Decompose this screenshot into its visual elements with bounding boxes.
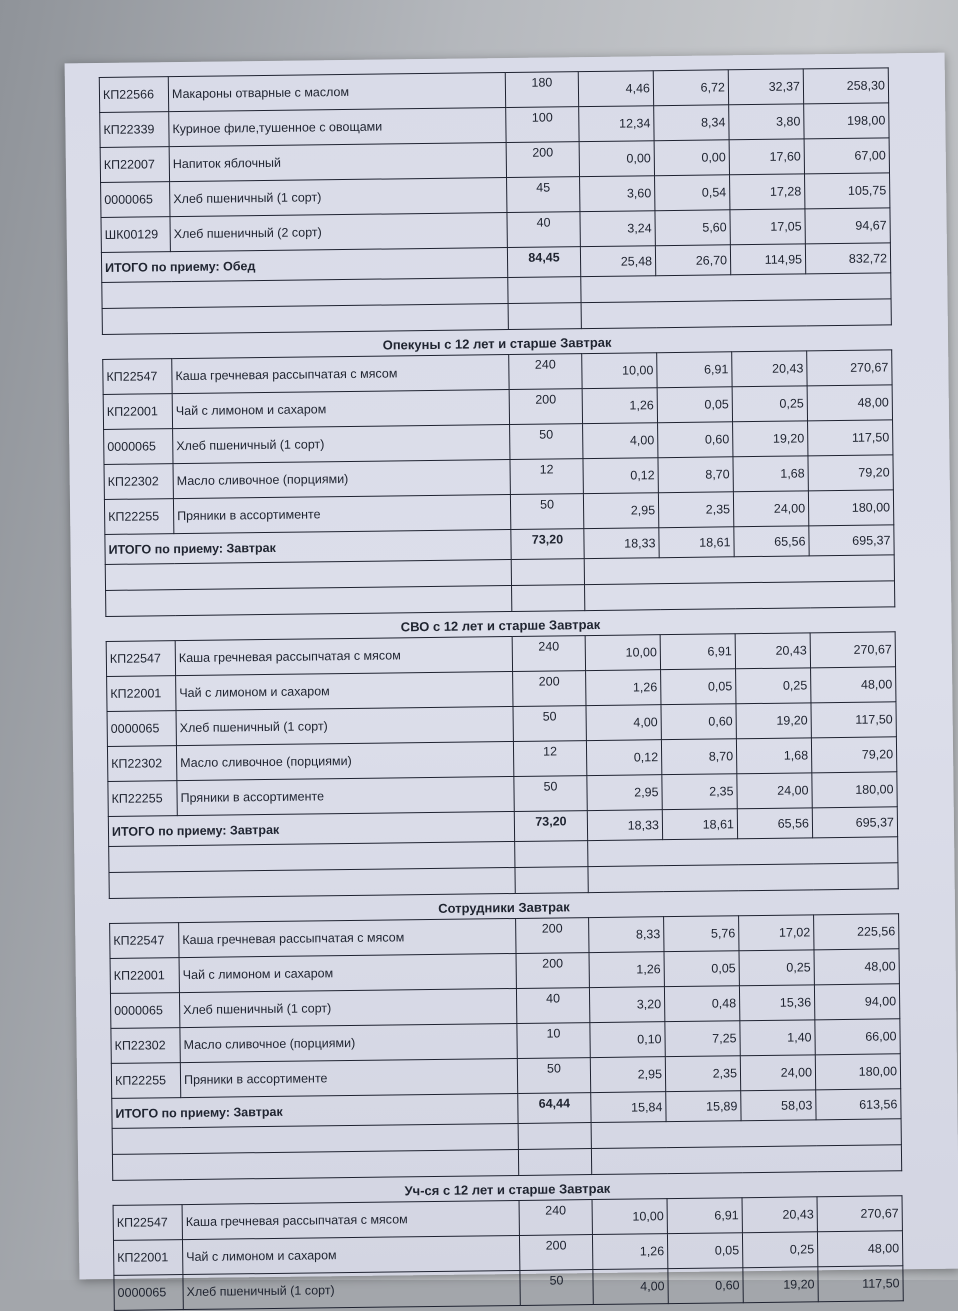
dish-name: Чай с лимоном и сахаром	[176, 671, 513, 710]
dish-name: Хлеб пшеничный (1 сорт)	[183, 1270, 520, 1309]
dish-weight: 200	[519, 1235, 592, 1271]
dish-code: КП22302	[104, 464, 173, 500]
dish-fat: 6,91	[660, 634, 735, 670]
total-weight: 73,20	[514, 811, 587, 842]
dish-weight: 100	[506, 107, 579, 143]
dish-code: КП22001	[103, 394, 172, 430]
dish-weight: 200	[513, 671, 586, 707]
total-fat: 26,70	[655, 245, 730, 276]
section-title: СВО с 12 лет и старше Завтрак	[400, 616, 601, 635]
dish-name: Чай с лимоном и сахаром	[179, 953, 516, 992]
dish-carbs: 20,43	[735, 633, 810, 669]
dish-name: Масло сливочное (порциями)	[176, 741, 513, 780]
dish-code: 0000065	[110, 993, 179, 1029]
dish-carbs: 0,25	[739, 950, 814, 986]
dish-carbs: 24,00	[737, 773, 812, 809]
dish-fat: 8,70	[661, 739, 736, 775]
dish-code: КП22547	[103, 359, 172, 395]
dish-carbs: 15,36	[739, 985, 814, 1021]
dish-protein: 2,95	[587, 775, 662, 811]
menu-table	[113, 1195, 904, 1311]
total-kcal: 832,72	[805, 243, 890, 274]
blank-cell	[584, 555, 894, 585]
total-label: ИТОГО по приему: Завтрак	[105, 530, 511, 565]
dish-fat: 0,60	[658, 422, 733, 458]
dish-name: Каша гречневая рассыпчатая с мясом	[182, 1200, 519, 1239]
menu-table	[109, 913, 902, 1181]
section-title: Уч-ся с 12 лет и старше Завтрак	[404, 1180, 611, 1199]
dish-protein: 4,00	[583, 423, 658, 459]
dish-carbs: 20,43	[732, 351, 807, 387]
dish-carbs: 24,00	[740, 1055, 815, 1091]
total-carbs: 65,56	[734, 526, 809, 557]
dish-fat: 6,72	[653, 70, 728, 106]
dish-kcal: 79,20	[811, 737, 896, 773]
dish-weight: 180	[505, 72, 578, 108]
dish-protein: 4,00	[593, 1269, 668, 1305]
dish-fat: 7,25	[665, 1021, 740, 1057]
total-weight: 64,44	[518, 1093, 591, 1124]
total-weight: 73,20	[511, 529, 584, 560]
dish-weight: 50	[510, 494, 583, 530]
total-carbs: 58,03	[741, 1090, 816, 1121]
dish-name: Хлеб пшеничный (1 сорт)	[170, 178, 507, 217]
dish-kcal: 117,50	[808, 420, 893, 456]
dish-name: Чай с лимоном и сахаром	[182, 1235, 519, 1274]
dish-protein: 2,95	[583, 493, 658, 529]
dish-fat: 0,05	[661, 669, 736, 705]
dish-fat: 2,35	[662, 774, 737, 810]
dish-weight: 12	[513, 741, 586, 777]
dish-protein: 12,34	[579, 106, 654, 142]
dish-name: Каша гречневая рассыпчатая с мясом	[175, 636, 512, 675]
dish-kcal: 48,00	[817, 1231, 902, 1267]
dish-fat: 6,91	[657, 352, 732, 388]
dish-weight: 50	[520, 1270, 593, 1306]
blank-cell	[515, 841, 588, 868]
blank-cell	[518, 1149, 591, 1176]
dish-weight: 200	[509, 389, 582, 425]
dish-weight: 240	[519, 1200, 592, 1236]
dish-kcal: 198,00	[804, 103, 889, 139]
dish-kcal: 180,00	[815, 1054, 900, 1090]
dish-carbs: 0,25	[732, 386, 807, 422]
menu-content	[99, 67, 904, 1311]
dish-kcal: 48,00	[807, 385, 892, 421]
dish-fat: 5,60	[655, 210, 730, 246]
dish-weight: 10	[517, 1023, 590, 1059]
dish-protein: 10,00	[592, 1199, 667, 1235]
dish-code: 0000065	[104, 429, 173, 465]
dish-code: КП22547	[110, 923, 179, 959]
dish-name: Хлеб пшеничный (1 сорт)	[176, 706, 513, 745]
total-carbs: 65,56	[737, 808, 812, 839]
dish-code: ШК00129	[101, 217, 170, 253]
dish-kcal: 66,00	[815, 1019, 900, 1055]
dish-code: КП22547	[106, 641, 175, 677]
dish-name: Куриное филе,тушенное с овощами	[169, 108, 506, 147]
total-protein: 18,33	[584, 528, 659, 559]
dish-name: Хлеб пшеничный (2 сорт)	[170, 213, 507, 252]
dish-weight: 50	[513, 706, 586, 742]
total-protein: 18,33	[587, 810, 662, 841]
dish-fat: 0,05	[667, 1233, 742, 1269]
dish-protein: 3,24	[580, 211, 655, 247]
dish-kcal: 79,20	[808, 455, 893, 491]
dish-code: КП22547	[113, 1205, 182, 1241]
dish-protein: 4,46	[578, 71, 653, 107]
dish-fat: 2,35	[665, 1056, 740, 1092]
menu-table	[106, 631, 899, 899]
menu-sheet	[65, 53, 958, 1300]
dish-fat: 0,05	[664, 951, 739, 987]
dish-weight: 240	[509, 354, 582, 390]
dish-fat: 2,35	[658, 492, 733, 528]
dish-name: Пряники в ассортименте	[177, 776, 514, 815]
total-label: ИТОГО по приему: Обед	[101, 248, 507, 283]
total-carbs: 114,95	[730, 244, 805, 275]
dish-code: КП22566	[99, 77, 168, 113]
dish-fat: 8,70	[658, 457, 733, 493]
dish-fat: 8,34	[654, 105, 729, 141]
dish-protein: 3,60	[580, 176, 655, 212]
blank-cell	[581, 299, 891, 329]
total-protein: 15,84	[591, 1092, 666, 1123]
blank-cell	[512, 585, 585, 612]
dish-carbs: 24,00	[733, 491, 808, 527]
dish-code: 0000065	[101, 182, 170, 218]
menu-table	[102, 349, 895, 617]
dish-name: Масло сливочное (порциями)	[173, 460, 510, 499]
blank-cell	[591, 1145, 901, 1175]
dish-code: 0000065	[114, 1275, 183, 1311]
dish-carbs: 0,25	[736, 668, 811, 704]
dish-code: КП22255	[104, 499, 173, 535]
blank-cell	[588, 837, 898, 867]
dish-fat: 6,91	[667, 1198, 742, 1234]
dish-protein: 0,00	[579, 141, 654, 177]
dish-protein: 2,95	[590, 1057, 665, 1093]
total-label: ИТОГО по приему: Завтрак	[112, 1093, 518, 1128]
dish-carbs: 0,25	[742, 1232, 817, 1268]
dish-carbs: 19,20	[736, 703, 811, 739]
dish-weight: 40	[507, 212, 580, 248]
dish-protein: 1,26	[592, 1234, 667, 1270]
dish-carbs: 1,68	[736, 738, 811, 774]
dish-fat: 0,05	[657, 387, 732, 423]
dish-weight: 50	[517, 1058, 590, 1094]
dish-kcal: 117,50	[811, 702, 896, 738]
dish-carbs: 1,40	[740, 1020, 815, 1056]
blank-cell	[518, 1123, 591, 1150]
dish-name: Каша гречневая рассыпчатая с мясом	[179, 918, 516, 957]
dish-kcal: 117,50	[818, 1266, 903, 1302]
dish-carbs: 17,28	[730, 174, 805, 210]
dish-code: КП22339	[100, 112, 169, 148]
dish-protein: 1,26	[589, 952, 664, 988]
dish-carbs: 19,20	[733, 421, 808, 457]
total-kcal: 613,56	[816, 1089, 901, 1120]
dish-code: КП22302	[107, 746, 176, 782]
dish-fat: 0,60	[661, 704, 736, 740]
dish-carbs: 20,43	[742, 1197, 817, 1233]
total-protein: 25,48	[580, 246, 655, 277]
dish-code: КП22007	[100, 147, 169, 183]
dish-weight: 200	[506, 142, 579, 178]
dish-fat: 0,00	[654, 140, 729, 176]
dish-kcal: 105,75	[805, 173, 890, 209]
dish-kcal: 48,00	[814, 949, 899, 985]
dish-weight: 50	[514, 776, 587, 812]
dish-code: КП22255	[108, 781, 177, 817]
dish-weight: 240	[512, 636, 585, 672]
dish-weight: 200	[516, 953, 589, 989]
blank-cell	[581, 273, 891, 303]
dish-name: Пряники в ассортименте	[173, 495, 510, 534]
dish-code: КП22302	[111, 1028, 180, 1064]
section-title: Опекуны с 12 лет и старше Завтрак	[382, 334, 612, 353]
blank-cell	[591, 1119, 901, 1149]
dish-kcal: 258,30	[803, 68, 888, 104]
total-fat: 18,61	[659, 527, 734, 558]
dish-protein: 0,12	[583, 458, 658, 494]
dish-kcal: 180,00	[812, 772, 897, 808]
total-kcal: 695,37	[809, 525, 894, 556]
dish-protein: 3,20	[589, 987, 664, 1023]
dish-carbs: 1,68	[733, 456, 808, 492]
dish-weight: 45	[507, 177, 580, 213]
dish-carbs: 17,05	[730, 209, 805, 245]
dish-code: 0000065	[107, 711, 176, 747]
dish-kcal: 270,67	[817, 1196, 902, 1232]
dish-protein: 0,12	[586, 740, 661, 776]
total-fat: 18,61	[662, 809, 737, 840]
dish-kcal: 94,00	[814, 984, 899, 1020]
dish-carbs: 17,60	[729, 139, 804, 175]
dish-carbs: 19,20	[743, 1267, 818, 1303]
dish-weight: 12	[510, 459, 583, 495]
dish-name: Каша гречневая рассыпчатая с мясом	[172, 355, 509, 394]
dish-name: Хлеб пшеничный (1 сорт)	[173, 425, 510, 464]
dish-fat: 0,60	[668, 1268, 743, 1304]
dish-name: Макароны отварные с маслом	[168, 73, 505, 112]
total-label: ИТОГО по приему: Завтрак	[108, 811, 514, 846]
dish-kcal: 270,67	[807, 350, 892, 386]
dish-carbs: 32,37	[728, 69, 803, 105]
dish-weight: 40	[516, 988, 589, 1024]
total-fat: 15,89	[666, 1091, 741, 1122]
dish-protein: 10,00	[582, 353, 657, 389]
blank-cell	[511, 559, 584, 586]
dish-kcal: 225,56	[814, 914, 899, 950]
blank-cell	[515, 867, 588, 894]
dish-protein: 0,10	[590, 1022, 665, 1058]
dish-protein: 1,26	[586, 670, 661, 706]
dish-fat: 0,48	[664, 986, 739, 1022]
dish-code: КП22001	[110, 958, 179, 994]
dish-kcal: 48,00	[811, 667, 896, 703]
dish-kcal: 270,67	[810, 632, 895, 668]
dish-kcal: 67,00	[804, 138, 889, 174]
section-title: Сотрудники Завтрак	[438, 899, 570, 916]
blank-cell	[508, 277, 581, 304]
dish-protein: 10,00	[585, 635, 660, 671]
dish-kcal: 180,00	[808, 490, 893, 526]
total-weight: 84,45	[507, 247, 580, 278]
blank-cell	[508, 303, 581, 330]
dish-name: Масло сливочное (порциями)	[180, 1023, 517, 1062]
blank-cell	[588, 863, 898, 893]
dish-weight: 200	[516, 918, 589, 954]
dish-carbs: 3,80	[729, 104, 804, 140]
dish-fat: 0,54	[655, 175, 730, 211]
dish-name: Чай с лимоном и сахаром	[172, 390, 509, 429]
blank-cell	[585, 581, 895, 611]
dish-code: КП22255	[111, 1063, 180, 1099]
dish-kcal: 94,67	[805, 208, 890, 244]
dish-weight: 50	[510, 424, 583, 460]
dish-protein: 1,26	[582, 388, 657, 424]
dish-protein: 4,00	[586, 705, 661, 741]
dish-name: Пряники в ассортименте	[180, 1058, 517, 1097]
dish-name: Напиток яблочный	[169, 143, 506, 182]
dish-name: Хлеб пшеничный (1 сорт)	[179, 988, 516, 1027]
dish-carbs: 17,02	[739, 915, 814, 951]
dish-code: КП22001	[113, 1240, 182, 1276]
dish-protein: 8,33	[589, 917, 664, 953]
dish-fat: 5,76	[664, 916, 739, 952]
dish-code: КП22001	[107, 676, 176, 712]
total-kcal: 695,37	[812, 807, 897, 838]
menu-table	[99, 67, 892, 335]
